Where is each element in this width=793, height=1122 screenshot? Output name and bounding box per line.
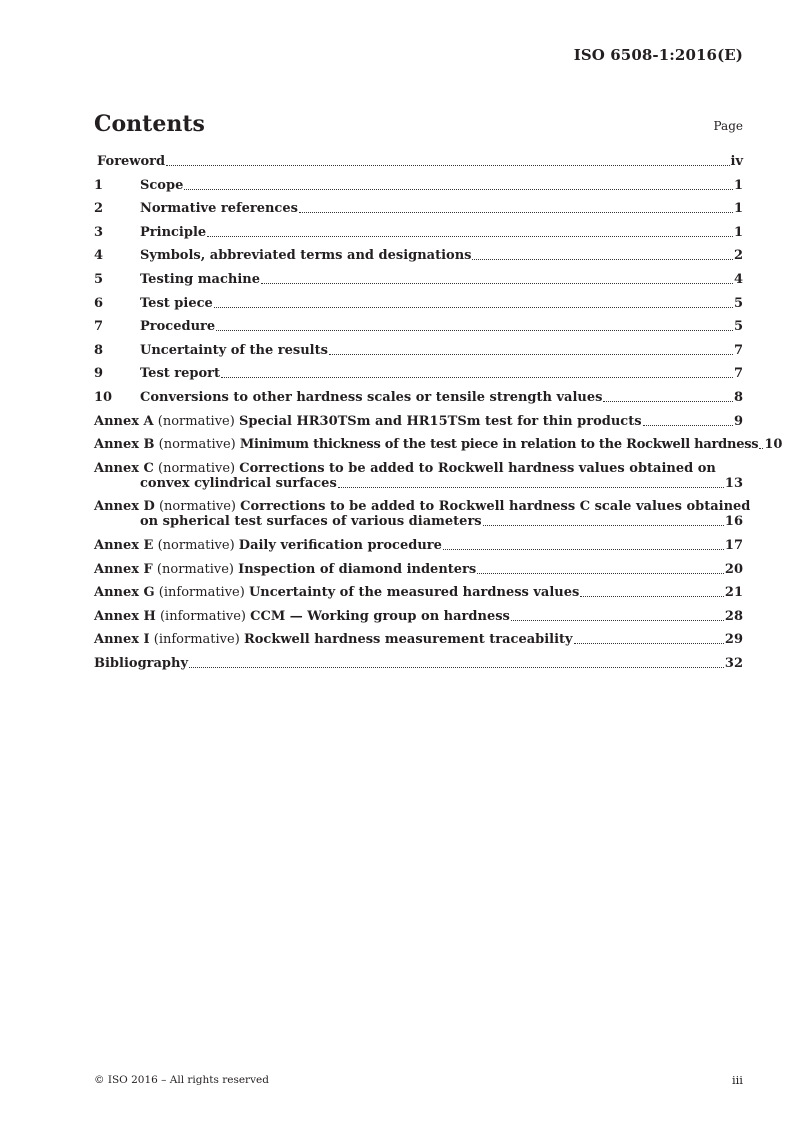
annex-label: Annex F — [94, 561, 153, 577]
annex-label: Annex D — [94, 499, 155, 515]
dot-leader — [603, 401, 733, 402]
toc-entry-title: Principle — [140, 224, 207, 240]
toc-entry-page: 13 — [724, 475, 743, 491]
toc-entry-number: 8 — [94, 342, 104, 358]
toc-entry-title: Procedure — [140, 319, 216, 335]
dot-leader — [214, 307, 733, 308]
toc-entry-number: 9 — [94, 366, 104, 382]
toc-entry-number: 7 — [94, 319, 104, 335]
dot-leader — [221, 377, 733, 378]
toc-entry-number: 3 — [94, 224, 104, 240]
page-number: iii — [731, 1073, 743, 1087]
toc-entry-annex-b[interactable] — [94, 437, 783, 453]
toc-entry-page: 2 — [733, 248, 743, 264]
toc-entry-conversions[interactable] — [94, 390, 743, 405]
annex-title-continued: convex cylindrical surfaces — [140, 475, 337, 491]
annex-type: (normative) — [158, 460, 236, 476]
toc-entry-annex-e[interactable] — [94, 538, 743, 553]
toc-entry-bibliography[interactable] — [94, 656, 743, 671]
toc-entry-title: Uncertainty of the results — [140, 342, 328, 358]
toc-entry-test-piece[interactable] — [94, 296, 743, 311]
dot-leader — [477, 573, 724, 574]
dot-leader — [443, 549, 724, 550]
toc-entry-title: Test piece — [140, 295, 213, 311]
toc-entry-page: 1 — [733, 224, 743, 240]
dot-leader — [261, 283, 733, 284]
toc-entry-number: 10 — [94, 389, 113, 405]
annex-label: Annex E — [94, 537, 154, 553]
toc-entry-page: 32 — [724, 655, 743, 671]
annex-type: (normative) — [157, 537, 235, 553]
toc-entry-title: Foreword — [97, 154, 166, 169]
toc-entry-page: 5 — [733, 319, 743, 335]
toc-entry-uncertainty[interactable] — [94, 343, 743, 358]
annex-type: (normative) — [158, 437, 236, 453]
annex-title: Special HR30TSm and HR15TSm test for thin products — [238, 413, 642, 429]
document-id: ISO 6508-1:2016(E) — [573, 46, 743, 64]
toc-entry-symbols[interactable] — [94, 248, 743, 263]
annex-label: Annex C — [94, 460, 154, 476]
toc-entry-annex-f[interactable] — [94, 562, 743, 577]
toc-entry-page: 16 — [724, 514, 743, 530]
toc-entry-page: 5 — [733, 295, 743, 311]
annex-type: (informative) — [153, 632, 240, 648]
toc-entry-annex-h[interactable] — [94, 609, 743, 624]
toc-entry-page: 17 — [724, 537, 743, 553]
annex-title: CCM — Working group on hardness — [250, 608, 510, 624]
toc-entry-number: 1 — [94, 177, 104, 193]
toc-entry-number: 4 — [94, 248, 104, 264]
dot-leader — [216, 330, 733, 331]
dot-leader — [166, 165, 729, 166]
toc-entry-normative-references[interactable] — [94, 201, 743, 216]
toc-entry-testing-machine[interactable] — [94, 272, 743, 287]
toc-entry-page: 21 — [724, 585, 743, 601]
toc-entry-title: Testing machine — [140, 271, 260, 287]
dot-leader — [299, 212, 733, 213]
dot-leader — [759, 448, 763, 449]
toc-entry-number: 6 — [94, 295, 104, 311]
toc-entry-title: Scope — [140, 177, 184, 193]
toc-entry-title: Conversions to other hardness scales or tensile strength values — [140, 389, 603, 405]
annex-label: Annex I — [94, 632, 150, 648]
dot-leader — [580, 596, 724, 597]
toc-entry-annex-d[interactable] — [94, 499, 751, 530]
dot-leader — [189, 667, 724, 668]
toc-entry-title: Normative references — [140, 201, 298, 217]
annex-label: Annex G — [94, 585, 155, 601]
toc-entry-page: 20 — [724, 561, 743, 577]
toc-entry-page: 28 — [724, 608, 743, 624]
dot-leader — [643, 425, 733, 426]
toc-entry-page: 10 — [764, 437, 783, 453]
dot-leader — [574, 643, 724, 644]
annex-title-continued: on spherical test surfaces of various diameters — [140, 514, 482, 530]
annex-label: Annex A — [94, 413, 154, 429]
annex-type: (normative) — [157, 413, 235, 429]
toc-entry-page: 8 — [733, 389, 743, 405]
toc-entry-scope[interactable] — [94, 178, 743, 193]
annex-title: Rockwell hardness measurement traceability — [243, 632, 573, 648]
toc-entry-annex-g[interactable] — [94, 585, 743, 600]
toc-entry-title: Symbols, abbreviated terms and designations — [140, 248, 472, 264]
annex-label: Annex H — [94, 608, 156, 624]
table-of-contents — [94, 154, 783, 679]
toc-entry-page: 1 — [733, 201, 743, 217]
annex-label: Annex B — [94, 437, 155, 453]
toc-entry-number: 2 — [94, 201, 104, 217]
dot-leader — [483, 525, 724, 526]
toc-entry-annex-c[interactable] — [94, 461, 743, 491]
annex-type: (normative) — [156, 561, 234, 577]
annex-title: Daily verification procedure — [238, 537, 442, 553]
annex-title: Corrections to be added to Rockwell hardness values obtained on — [239, 460, 716, 476]
toc-entry-title: Bibliography — [94, 655, 189, 671]
page-title: Contents — [94, 111, 205, 137]
page-column-label: Page — [713, 119, 743, 133]
toc-entry-annex-i[interactable] — [94, 632, 743, 647]
annex-type: (informative) — [159, 608, 246, 624]
toc-entry-number: 5 — [94, 271, 104, 287]
toc-entry-annex-a[interactable] — [94, 414, 743, 429]
dot-leader — [207, 236, 733, 237]
toc-entry-principle[interactable] — [94, 225, 743, 240]
toc-entry-page: 29 — [724, 632, 743, 648]
toc-entry-page: iv — [730, 154, 743, 169]
annex-type: (normative) — [158, 499, 237, 515]
copyright-notice: © ISO 2016 – All rights reserved — [94, 1074, 269, 1086]
annex-title: Inspection of diamond indenters — [238, 561, 477, 577]
annex-title: Uncertainty of the measured hardness values — [248, 585, 580, 601]
toc-entry-test-report[interactable] — [94, 366, 743, 381]
annex-title: Minimum thickness of the test piece in relation to the Rockwell hardness — [239, 437, 759, 453]
toc-entry-page: 9 — [733, 413, 743, 429]
dot-leader — [472, 259, 732, 260]
dot-leader — [511, 620, 724, 621]
toc-entry-page: 7 — [733, 342, 743, 358]
toc-entry-page: 4 — [733, 271, 743, 287]
toc-entry-page: 7 — [733, 366, 743, 382]
toc-entry-foreword[interactable] — [94, 154, 743, 169]
annex-type: (informative) — [158, 585, 245, 601]
toc-entry-title: Test report — [140, 366, 221, 382]
dot-leader — [184, 189, 733, 190]
dot-leader — [338, 487, 724, 488]
toc-entry-procedure[interactable] — [94, 319, 743, 334]
toc-entry-page: 1 — [733, 177, 743, 193]
dot-leader — [329, 354, 733, 355]
annex-title: Corrections to be added to Rockwell hardness C scale values obtained — [240, 499, 751, 515]
